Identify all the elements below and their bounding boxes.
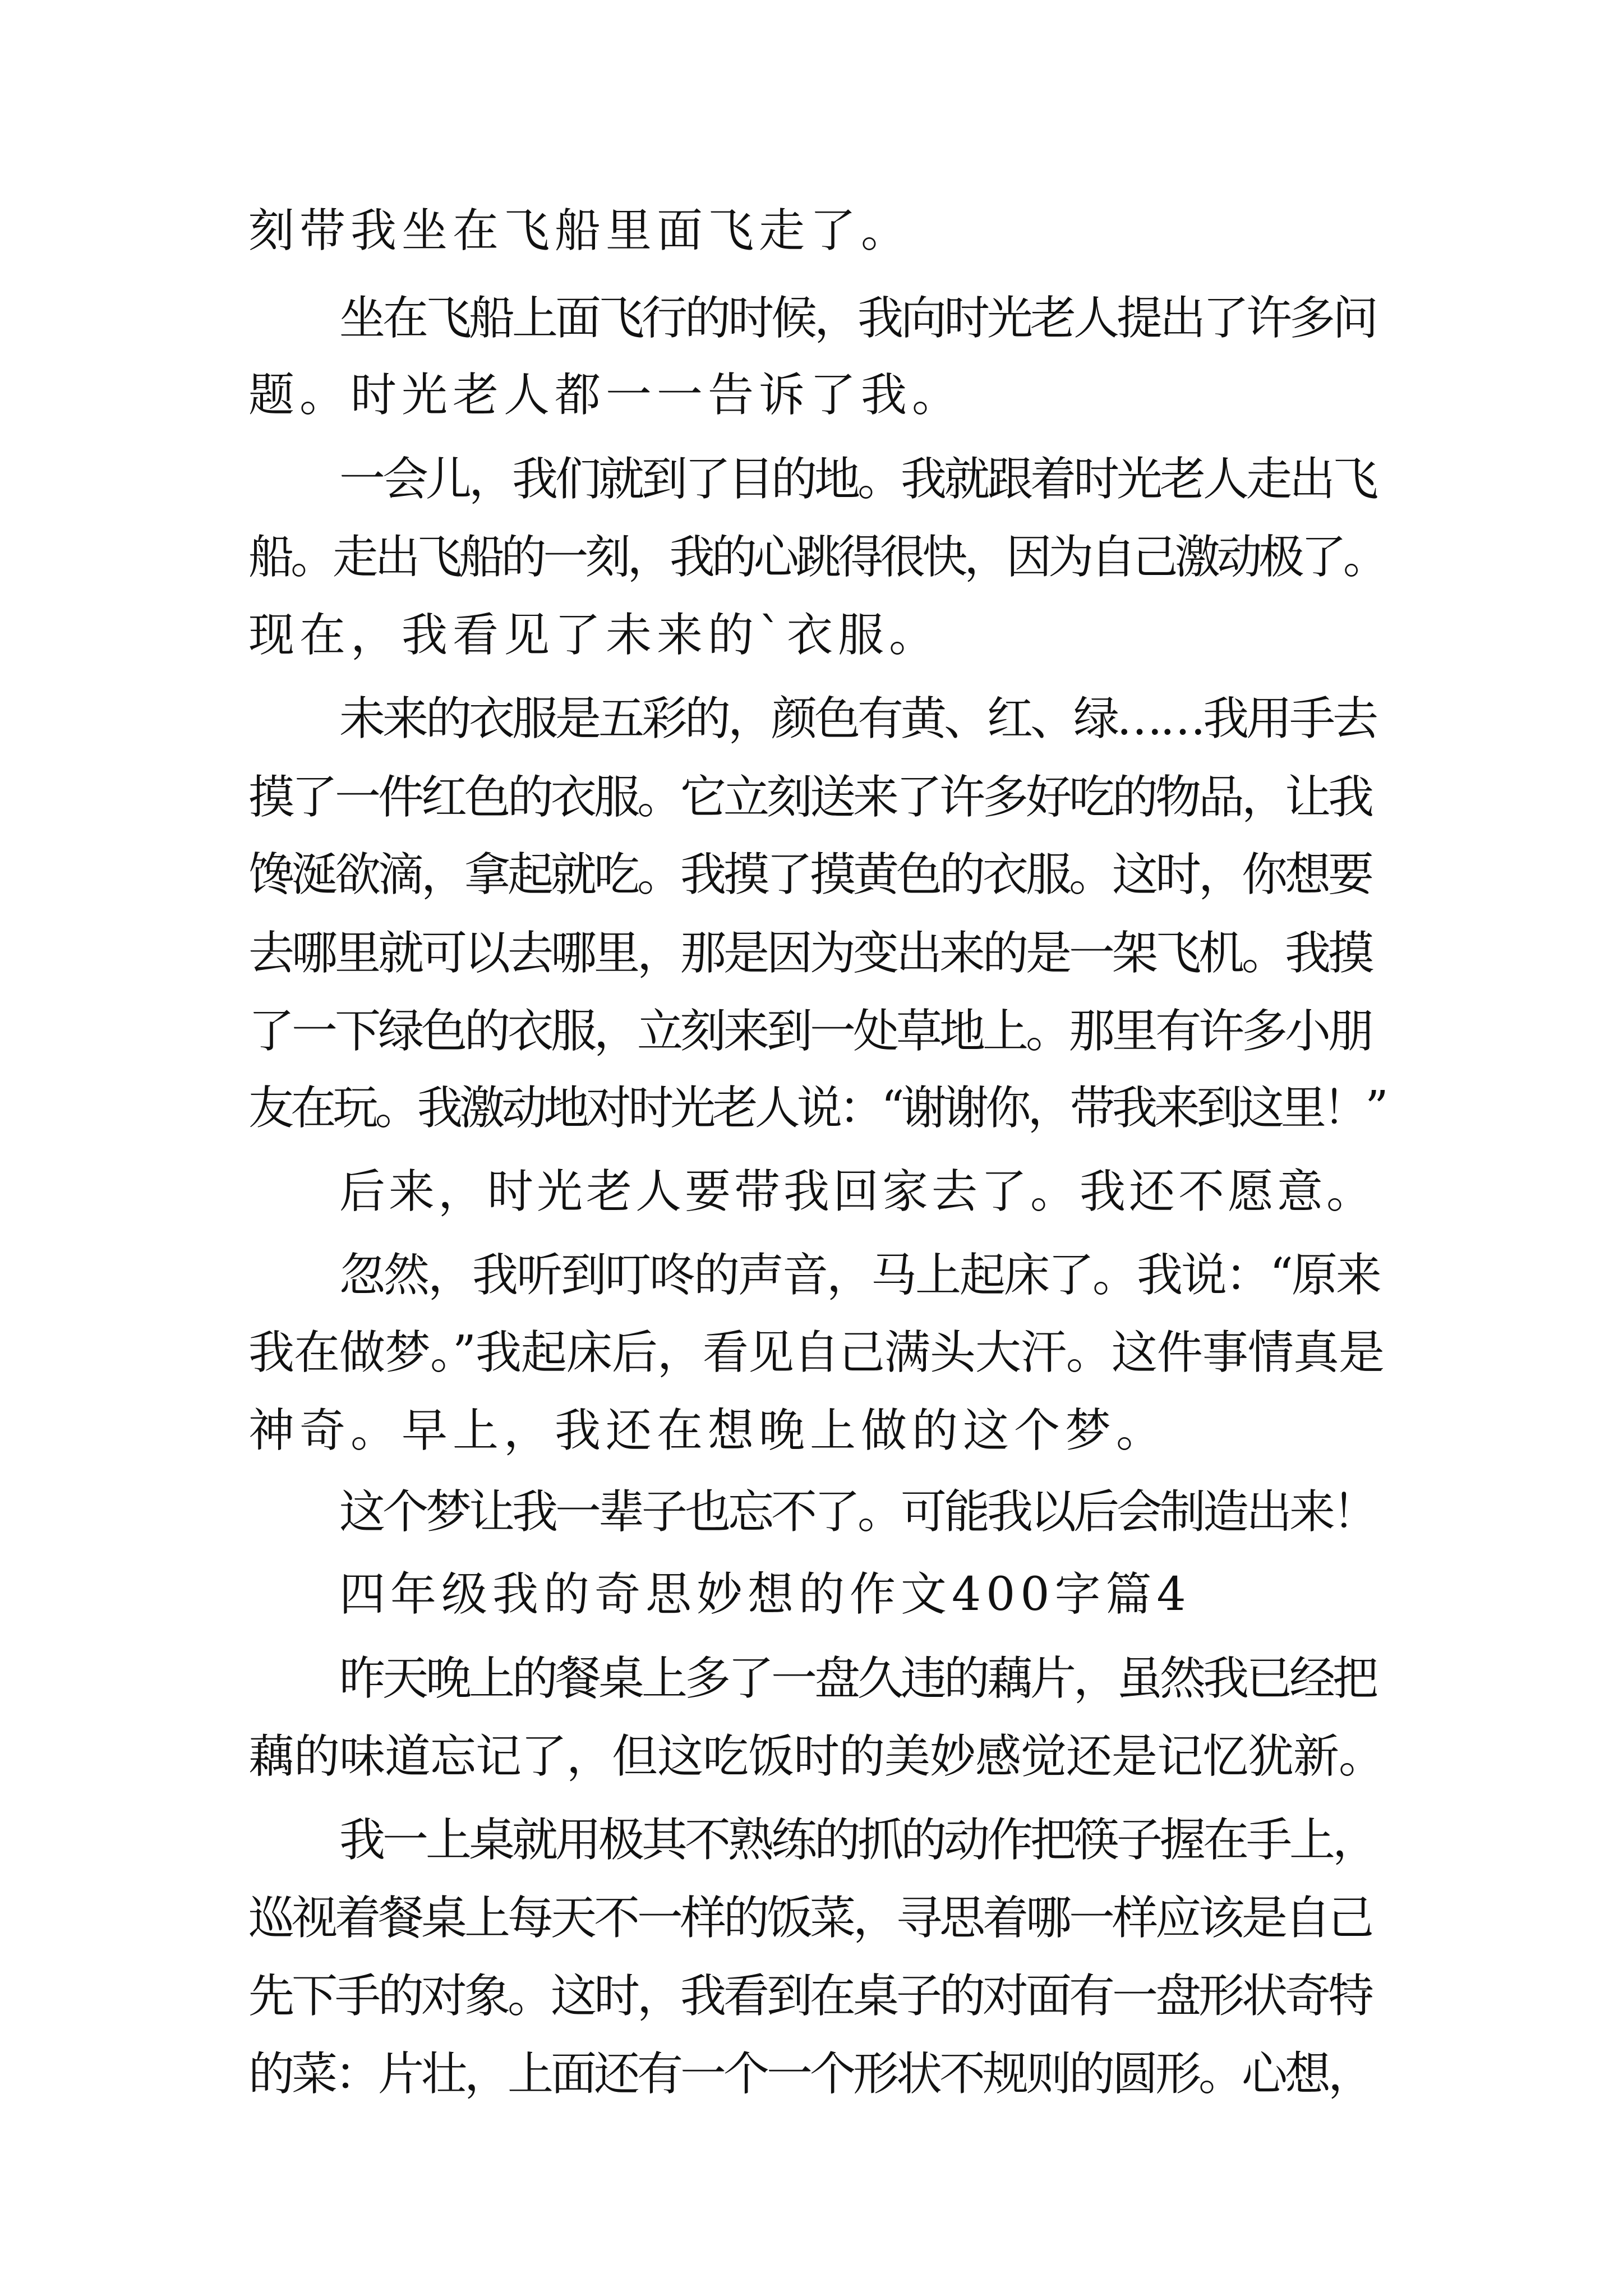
text-line: 友在玩。我激动地对时光老人说：“谢谢你，带我来到这里！” bbox=[248, 1082, 1385, 1135]
section-heading: 四年级我的奇思妙想的作文400字篇4 bbox=[339, 1568, 1191, 1621]
text-line: 去哪里就可以去哪里，那是因为变出来的是一架飞机。我摸 bbox=[248, 927, 1372, 980]
text-line: 了一下绿色的衣服，立刻来到一处草地上。那里有许多小朋 bbox=[248, 1005, 1372, 1058]
paragraph-start-line: 我一上桌就用极其不熟练的抓的动作把筷子握在手上， bbox=[339, 1814, 1376, 1867]
text-line: 现在，我看见了未来的`衣服。 bbox=[248, 609, 940, 662]
paragraph-start-line: 未来的衣服是五彩的，颜色有黄、红、绿……我用手去 bbox=[339, 692, 1376, 746]
text-line: 我在做梦。”我起床后，看见自己满头大汗。这件事情真是 bbox=[248, 1326, 1384, 1379]
paragraph-start-line: 忽然，我听到叮咚的声音，马上起床了。我说：“原来 bbox=[339, 1249, 1380, 1302]
paragraph-start-line: 昨天晚上的餐桌上多了一盘久违的藕片，虽然我已经把 bbox=[339, 1652, 1376, 1705]
paragraph-start-line: 一会儿，我们就到了目的地。我就跟着时光老人走出飞 bbox=[339, 453, 1376, 506]
paragraph-start-line: 坐在飞船上面飞行的时候，我向时光老人提出了许多问 bbox=[339, 292, 1376, 345]
paragraph-start-line: 后来，时光老人要带我回家去了。我还不愿意。 bbox=[339, 1165, 1376, 1218]
text-line: 题。时光老人都一一告诉了我。 bbox=[248, 369, 963, 422]
text-line: 先下手的对象。这时，我看到在桌子的对面有一盘形状奇特 bbox=[248, 1970, 1372, 2023]
text-line: 馋涎欲滴，拿起就吃。我摸了摸黄色的衣服。这时，你想要 bbox=[248, 848, 1372, 901]
text-line: 的菜：片壮，上面还有一个一个形状不规则的圆形。心想， bbox=[248, 2047, 1372, 2101]
text-line: 巡视着餐桌上每天不一样的饭菜，寻思着哪一样应该是自己 bbox=[248, 1892, 1372, 1945]
text-line: 摸了一件红色的衣服。它立刻送来了许多好吃的物品，让我 bbox=[248, 771, 1372, 824]
text-line: 刻带我坐在飞船里面飞走了。 bbox=[248, 204, 912, 257]
text-line: 神奇。早上，我还在想晚上做的这个梦。 bbox=[248, 1404, 1168, 1457]
text-line: 藕的味道忘记了，但这吃饭时的美妙感觉还是记忆犹新。 bbox=[248, 1730, 1385, 1783]
text-line: 船。走出飞船的一刻，我的心跳得很快，因为自己激动极了。 bbox=[248, 531, 1385, 584]
paragraph-start-line: 这个梦让我一辈子也忘不了。可能我以后会制造出来！ bbox=[339, 1485, 1376, 1539]
